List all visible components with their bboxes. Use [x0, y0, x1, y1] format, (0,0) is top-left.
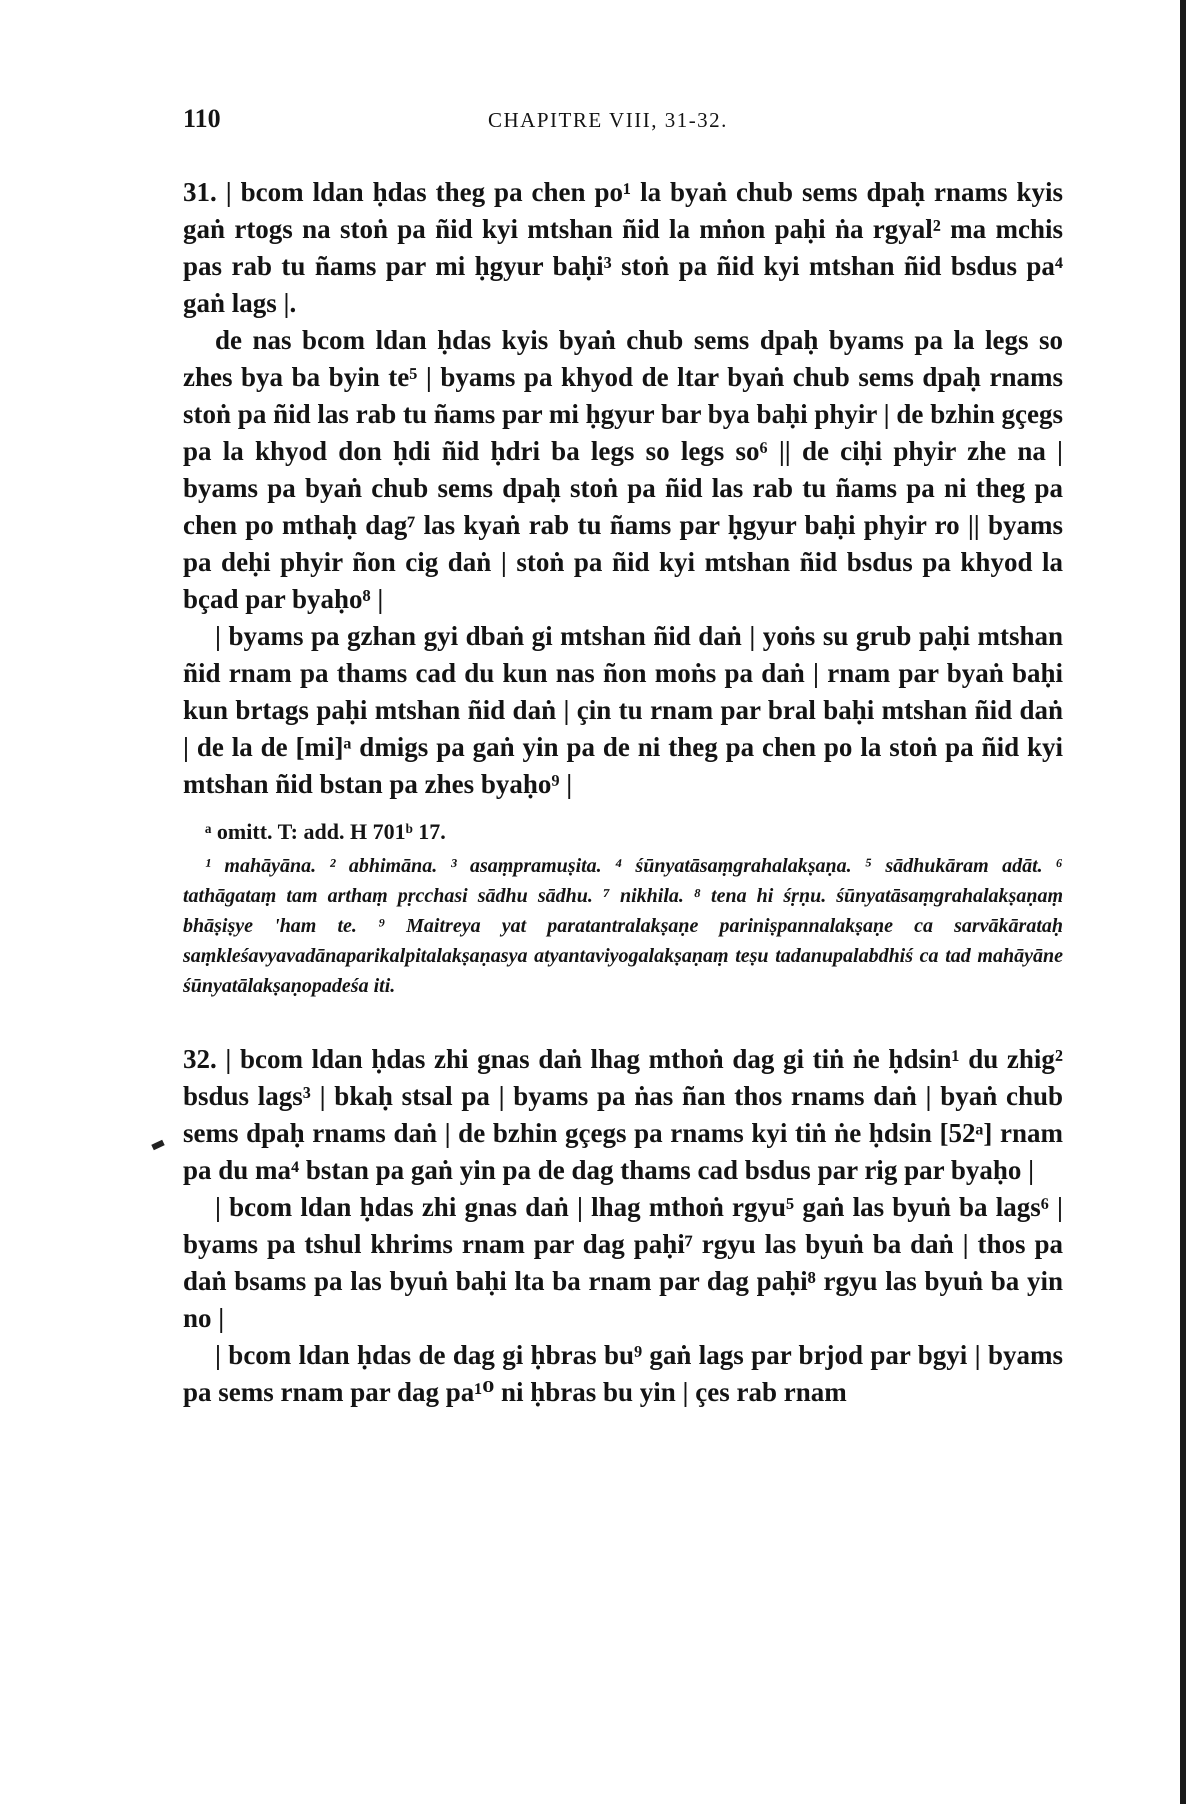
textual-note-a: ᵃ omitt. T: add. H 701ᵇ 17.: [205, 819, 446, 844]
section-32: [183, 1041, 1063, 1411]
footnotes-31: [183, 817, 1063, 1001]
running-header: [183, 104, 1063, 144]
section-32-para-2: | bcom ldan ḥdas zhi gnas daṅ | lhag mthoṅ rgyu⁵ gaṅ las byuṅ ba lags⁶ | byams pa tshul khrims rnam par dag paḥi⁷ rgyu las byuṅ ba daṅ | thos pa daṅ bsams pa las byuṅ baḥi lta ba rnam par dag paḥi⁸ rgyu las byuṅ ba yin no |: [183, 1192, 1063, 1333]
section-31-para-2: de nas bcom ldan ḥdas kyis byaṅ chub sems dpaḥ byams pa la legs so zhes bya ba byin te⁵ | byams pa khyod de ltar byaṅ chub sems dpaḥ rnams stoṅ pa ñid las rab tu ñams par mi ḥgyur bar bya baḥi phyir | de bzhin gçegs pa la khyod don ḥdi ñid ḥdri ba legs so legs so⁶ || de ciḥi phyir zhe na | byams pa byaṅ chub sems dpaḥ stoṅ pa ñid las rab tu ñams pa ni theg pa chen po mthaḥ dag⁷ las kyaṅ rab tu ñams par ḥgyur baḥi phyir ro || byams pa deḥi phyir ñon cig daṅ | stoṅ pa ñid kyi mtshan ñid bsdus pa khyod la bçad par byaḥo⁸ |: [183, 325, 1063, 614]
section-31-number: 31.: [183, 177, 217, 207]
section-32-para-1: [183, 1041, 1063, 1189]
section-32-text-1: | bcom ldan ḥdas zhi gnas daṅ lhag mthoṅ dag gi tiṅ ṅe ḥdsin¹ du zhig² bsdus lags³ | bkaḥ stsal pa | byams pa ṅas ñan thos rnams daṅ | byaṅ chub sems dpaḥ rnams daṅ | de bzhin gçegs pa rnams kyi tiṅ ṅe ḥdsin [52ᵃ] rnam pa du ma⁴ bstan pa gaṅ yin pa de dag thams cad bsdus par rig par byaḥo |: [183, 1044, 1064, 1185]
section-31-para-3: | byams pa gzhan gyi dbaṅ gi mtshan ñid daṅ | yoṅs su grub paḥi mtshan ñid rnam pa thams cad du kun nas ñon moṅs pa daṅ | rnam par byaṅ baḥi kun brtags paḥi mtshan ñid daṅ | çin tu rnam par bral baḥi mtshan ñid daṅ | de la de [mi]ᵃ dmigs pa gaṅ yin pa de ni theg pa chen po la stoṅ pa ñid kyi mtshan ñid bstan pa zhes byaḥo⁹ |: [183, 621, 1063, 799]
section-31-para-1: [183, 174, 1063, 322]
margin-mark: [151, 1140, 164, 1151]
section-31-text-1: | bcom ldan ḥdas theg pa chen po¹ la byaṅ chub sems dpaḥ rnams kyis gaṅ rtogs na stoṅ pa ñid kyi mtshan ñid la mṅon paḥi ṅa rgyal² ma mchis pas rab tu ñams par mi ḥgyur baḥi³ stoṅ pa ñid kyi mtshan ñid bsdus pa⁴ gaṅ lags |.: [183, 177, 1063, 318]
page-number: 110: [183, 104, 221, 133]
sanskrit-footnotes: ¹ mahāyāna. ² abhimāna. ³ asaṃpramuṣita. ⁴ śūnyatāsaṃgrahalakṣaṇa. ⁵ sādhukāram adāt. ⁶ tathāgataṃ tam arthaṃ pṛcchasi sādhu sādhu. ⁷ nikhila. ⁸ tena hi śṛṇu. śūnyatāsaṃgrahalakṣaṇaṃ bhāṣiṣye 'ham te. ⁹ Maitreya yat paratantralakṣaṇe pariniṣpannalakṣaṇe ca sarvākārataḥ saṃkleśavyavadānaparikalpitalakṣaṇasya atyantaviyogalakṣaṇaṃ teṣu tadanupalabdhiś ca tad mahāyāne śūnyatālakṣaṇopadeśa iti.: [183, 855, 1063, 997]
chapter-title: CHAPITRE VIII, 31-32.: [488, 108, 728, 132]
section-31: [183, 174, 1063, 1001]
page-edge-shadow: [1180, 0, 1186, 1804]
page-body: [183, 104, 1063, 1411]
section-32-number: 32.: [183, 1044, 217, 1074]
section-32-para-3: | bcom ldan ḥdas de dag gi ḥbras bu⁹ gaṅ lags par brjod par bgyi | byams pa sems rnam par dag pa¹⁰ ni ḥbras bu yin | çes rab rnam: [183, 1340, 1063, 1407]
